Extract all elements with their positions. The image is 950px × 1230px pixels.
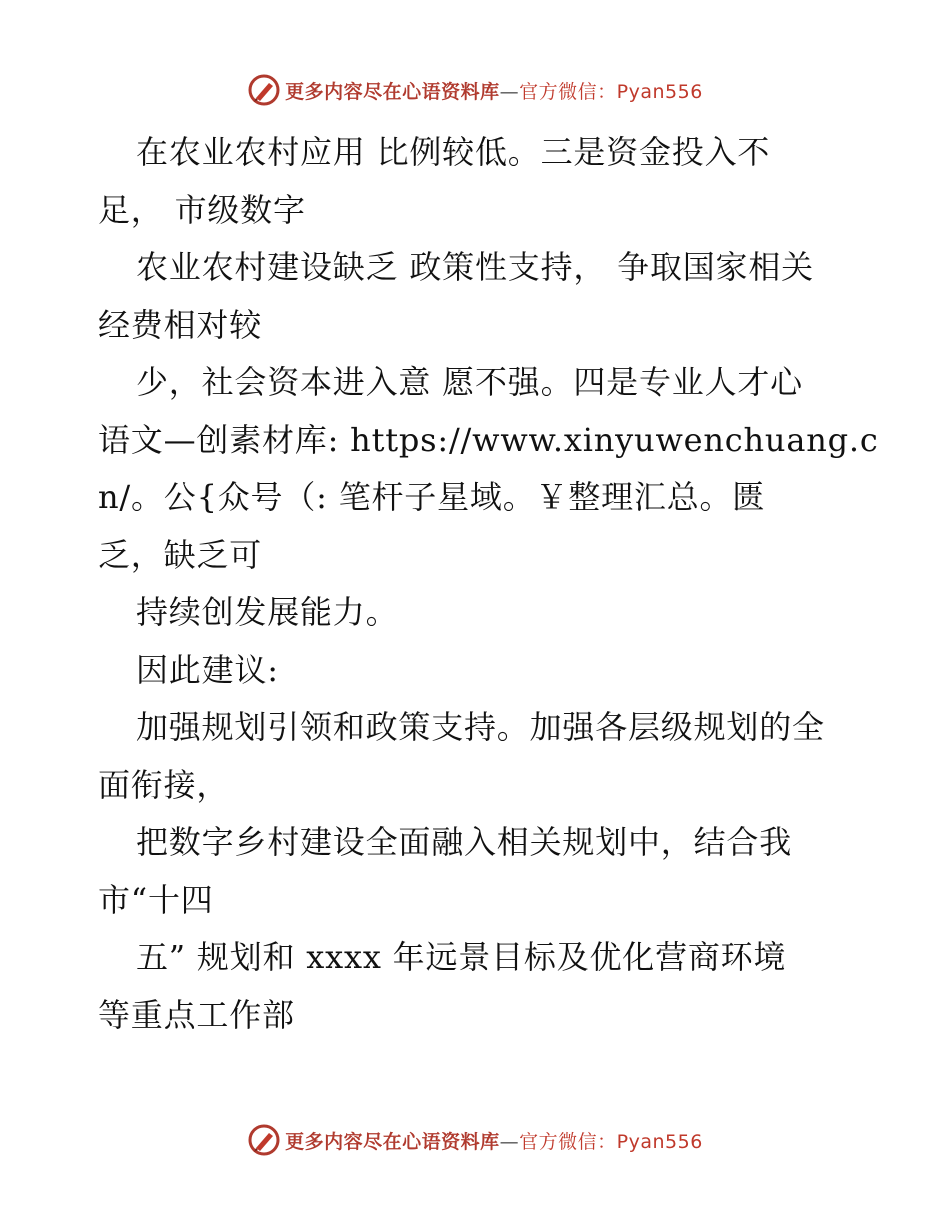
text-line: 五” 规划和 xxxx 年远景目标及优化营商环境 — [136, 938, 787, 976]
footer-banner-text — [285, 1127, 703, 1154]
text-line: 足， 市级数字 — [98, 190, 306, 229]
document-body — [98, 124, 879, 1044]
text-line: 农业农村建设缺乏 政策性支持， 争取国家相关 — [136, 248, 814, 286]
header-brand-text: 更多内容尽在心语资料库 — [285, 80, 500, 103]
text-line: 市“十四 — [98, 880, 214, 919]
footer-brand-text: 更多内容尽在心语资料库 — [285, 1130, 500, 1153]
text-line: 经费相对较 — [98, 305, 263, 344]
pen-logo-icon — [247, 1123, 281, 1157]
text-line: n/。公{众号（: 笔杆子星域。￥整理汇总。匮 — [98, 478, 766, 516]
text-line: 语文—创素材库: https://www.xinyuwenchuang.c — [98, 420, 879, 459]
footer-separator: — — [499, 1130, 520, 1153]
header-wechat-text: 官方微信：Pyan556 — [519, 80, 703, 103]
header-banner-text — [285, 77, 703, 104]
text-line: 在农业农村应用 比例较低。三是资金投入不 — [136, 133, 771, 171]
text-line: 加强规划引领和政策支持。加强各层级规划的全 — [136, 708, 825, 746]
pen-logo-icon — [247, 73, 281, 107]
header-banner — [0, 70, 950, 110]
text-line: 少，社会资本进入意 愿不强。四是专业人才心 — [136, 363, 803, 401]
text-line: 把数字乡村建设全面融入相关规划中，结合我 — [136, 823, 793, 861]
footer-wechat-text: 官方微信：Pyan556 — [519, 1130, 703, 1153]
footer-banner — [0, 1120, 950, 1160]
text-line: 乏，缺乏可 — [98, 535, 263, 574]
text-line: 面衔接， — [98, 765, 230, 804]
text-line: 因此建议: — [136, 650, 279, 689]
text-line: 持续创发展能力。 — [136, 593, 399, 631]
text-line: 等重点工作部 — [98, 995, 295, 1034]
header-separator: — — [499, 80, 520, 103]
